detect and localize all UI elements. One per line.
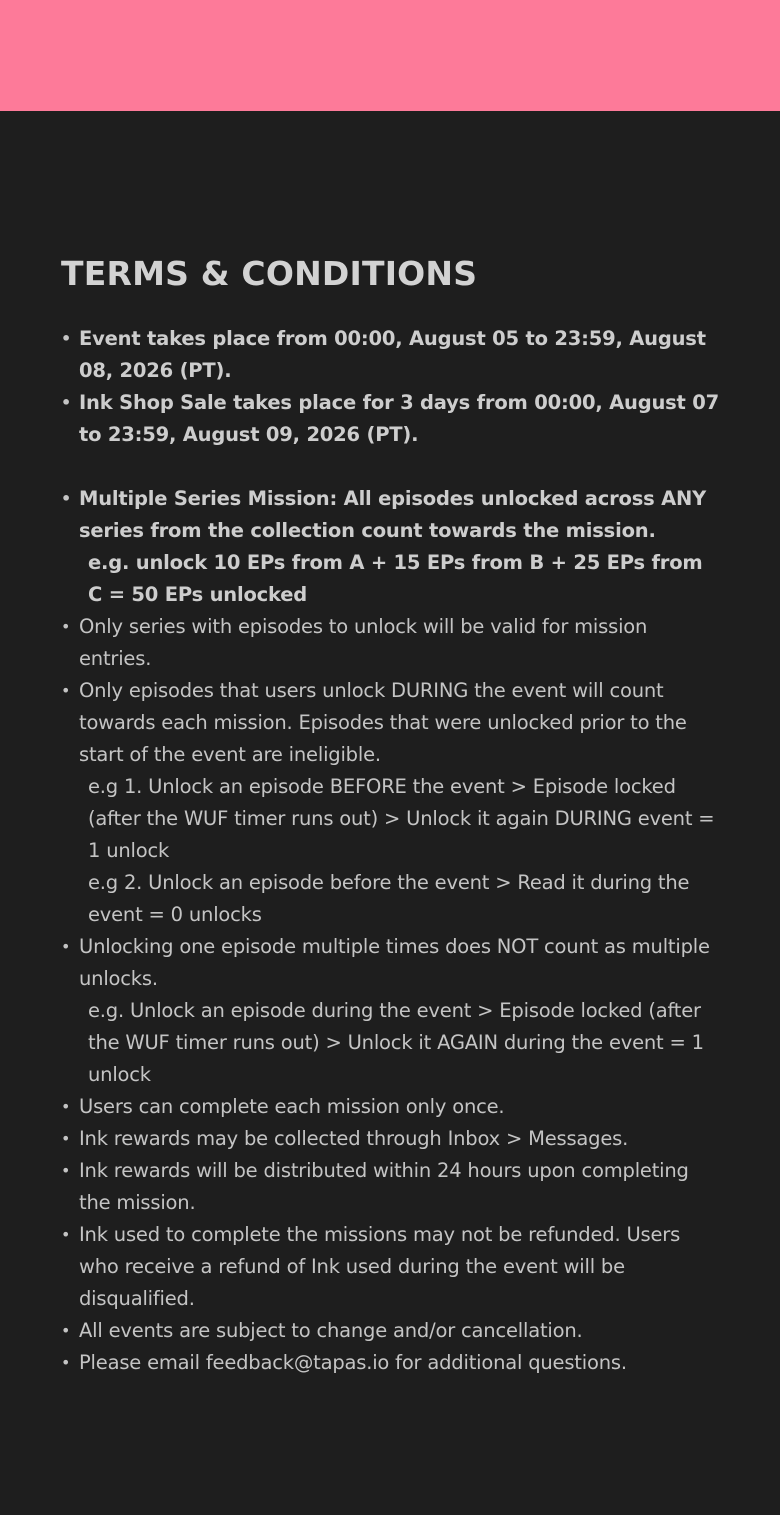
terms-item-example: e.g. Unlock an episode during the event > Episode locked (after the WUF timer runs out) > Unlock it AGAIN during the event = 1 unlock — [88, 999, 704, 1086]
terms-item-text: All events are subject to change and/or cancellation. — [79, 1319, 583, 1342]
bullet-dot-icon: • — [61, 1321, 71, 1340]
bullet-dot-icon: • — [61, 329, 72, 348]
terms-item — [61, 1155, 721, 1219]
terms-item-text: Ink Shop Sale takes place for 3 days from 00:00, August 07 to 23:59, August 09, 2026 (PT). — [79, 391, 719, 446]
top-banner — [0, 0, 780, 111]
terms-section — [61, 254, 721, 1379]
terms-list — [61, 323, 721, 1379]
terms-item-example: e.g. unlock 10 EPs from A + 15 EPs from B + 25 EPs from C = 50 EPs unlocked — [88, 551, 703, 606]
bullet-dot-icon: • — [61, 1225, 71, 1244]
terms-item-text: Please email feedback@tapas.io for additional questions. — [79, 1351, 627, 1374]
bullet-dot-icon: • — [61, 937, 71, 956]
terms-item — [61, 1091, 721, 1123]
terms-item — [61, 675, 721, 931]
terms-item-text: Multiple Series Mission: All episodes unlocked across ANY series from the collection count towards the mission. — [79, 487, 707, 542]
terms-title: TERMS & CONDITIONS — [61, 254, 478, 293]
terms-item-text: Event takes place from 00:00, August 05 to 23:59, August 08, 2026 (PT). — [79, 327, 706, 382]
terms-item — [61, 483, 721, 611]
bullet-dot-icon: • — [61, 489, 72, 508]
terms-item-text: Ink rewards may be collected through Inbox > Messages. — [79, 1127, 629, 1150]
terms-item-example: e.g 2. Unlock an episode before the event > Read it during the event = 0 unlocks — [88, 871, 690, 926]
terms-item-text: Unlocking one episode multiple times does NOT count as multiple unlocks. — [79, 935, 710, 990]
terms-item-text: Users can complete each mission only once. — [79, 1095, 505, 1118]
bullet-dot-icon: • — [61, 617, 71, 636]
terms-item — [61, 1219, 721, 1315]
terms-item-text: Only episodes that users unlock DURING the event will count towards each mission. Episodes that were unlocked prior to the start of the event are ineligible. — [79, 679, 687, 766]
terms-item — [61, 387, 721, 451]
terms-item-text: Ink used to complete the missions may not be refunded. Users who receive a refund of Ink used during the event will be disqualified. — [79, 1223, 681, 1310]
bullet-dot-icon: • — [61, 1353, 71, 1372]
terms-item — [61, 931, 721, 1091]
terms-item-text: Only series with episodes to unlock will be valid for mission entries. — [79, 615, 648, 670]
terms-item — [61, 323, 721, 387]
terms-item — [61, 611, 721, 675]
bullet-dot-icon: • — [61, 681, 71, 700]
bullet-dot-icon: • — [61, 1097, 71, 1116]
terms-item-text: Ink rewards will be distributed within 24 hours upon completing the mission. — [79, 1159, 689, 1214]
bullet-dot-icon: • — [61, 393, 72, 412]
terms-item — [61, 1315, 721, 1347]
bullet-dot-icon: • — [61, 1161, 71, 1180]
terms-item — [61, 1123, 721, 1155]
bullet-dot-icon: • — [61, 1129, 71, 1148]
terms-item — [61, 1347, 721, 1379]
terms-item-example: e.g 1. Unlock an episode BEFORE the event > Episode locked (after the WUF timer runs out) > Unlock it again DURING event = 1 unlock — [88, 775, 715, 862]
